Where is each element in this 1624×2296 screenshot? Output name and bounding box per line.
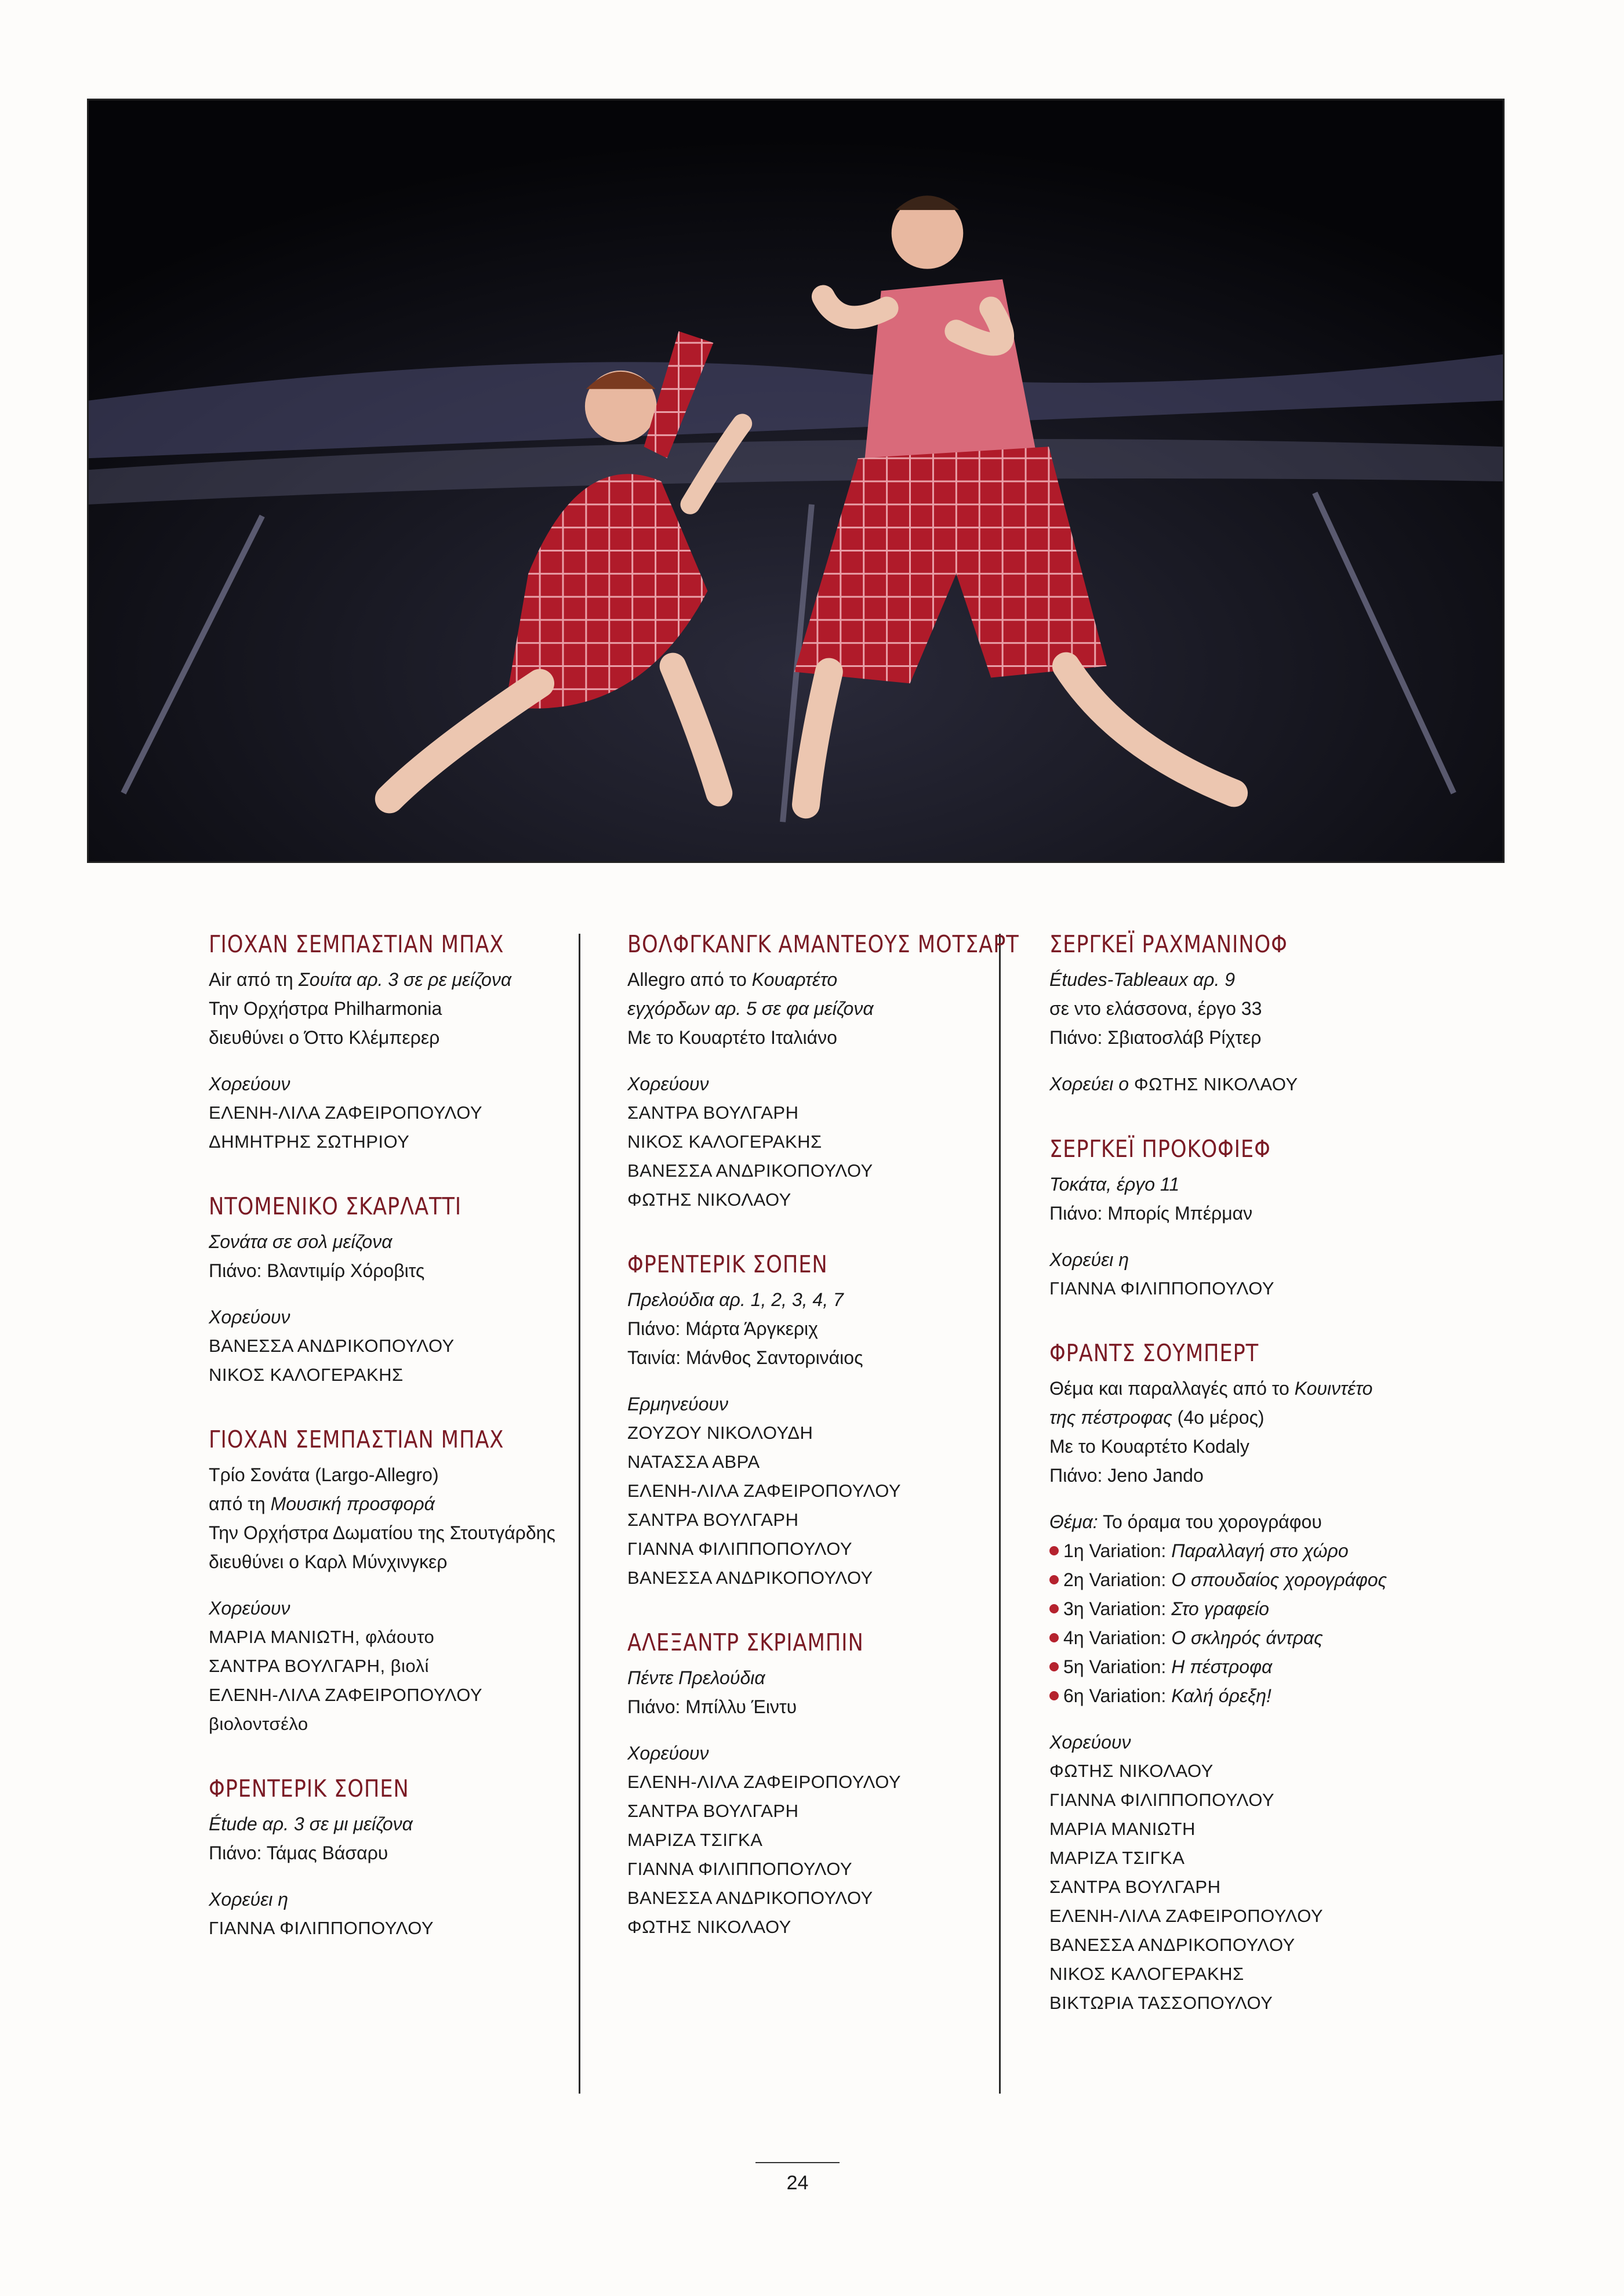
- work-line: [1049, 1432, 1467, 1461]
- dancer-name: ΜΑΡΙΖΑ ΤΣΙΓΚΑ: [1049, 1848, 1185, 1868]
- variation-number: 4η Variation:: [1063, 1627, 1172, 1648]
- work-text: Πιάνο: Μπορίς Μπέρμαν: [1049, 1203, 1253, 1224]
- program-entry: [209, 1423, 626, 1739]
- work-text: Étude αρ. 3 σε μι μείζονα: [209, 1813, 413, 1834]
- work-text: Κουαρτέτο: [751, 969, 838, 990]
- work-line: [209, 1809, 626, 1838]
- work-text: Ταινία: Μάνθος Σαντορινάιος: [627, 1347, 863, 1368]
- work-text: Την Ορχήστρα Δωματίου της Στουτγάρδης: [209, 1522, 555, 1543]
- work-line: [627, 1314, 1045, 1343]
- work-text: (4ο μέρος): [1172, 1407, 1265, 1428]
- program-entry: [1049, 1133, 1467, 1303]
- variation-item: [1049, 1594, 1467, 1623]
- bullet-icon: [1049, 1633, 1059, 1642]
- variation-item: [1049, 1681, 1467, 1710]
- dancer-name: ΒΑΝΕΣΣΑ ΑΝΔΡΙΚΟΠΟΥΛΟΥ: [209, 1336, 455, 1356]
- variation-number: 5η Variation:: [1063, 1656, 1172, 1677]
- dance-label: Χορεύουν: [209, 1073, 290, 1094]
- variation-title: Ο σκληρός άντρας: [1171, 1627, 1323, 1648]
- spacer: [1049, 1228, 1467, 1245]
- dancer-name: ΓΙΑΝΝΑ ΦΙΛΙΠΠΟΠΟΥΛΟΥ: [1049, 1278, 1274, 1298]
- program-entry: [209, 1772, 626, 1943]
- page-number: 24: [786, 2172, 809, 2194]
- work-line: [209, 1838, 626, 1867]
- dance-photo: [87, 99, 1505, 863]
- dancer-name: ΒΙΚΤΩΡΙΑ ΤΑΣΣΟΠΟΥΛΟΥ: [1049, 1993, 1273, 2013]
- work-line: [1049, 1374, 1467, 1403]
- work-text: Σουίτα αρ. 3 σε ρε μείζονα: [298, 969, 512, 990]
- spacer: [209, 1867, 626, 1885]
- bullet-icon: [1049, 1662, 1059, 1671]
- work-text: Θέμα και παραλλαγές από το: [1049, 1378, 1295, 1399]
- work-line: [627, 1663, 1045, 1692]
- spacer: [627, 1052, 1045, 1069]
- dancer-name: ΣΑΝΤΡΑ ΒΟΥΛΓΑΡΗ: [627, 1801, 799, 1821]
- work-line: [627, 1343, 1045, 1372]
- program-entry: [627, 1248, 1045, 1593]
- work-line: [209, 1227, 626, 1256]
- variation-number: 3η Variation:: [1063, 1598, 1172, 1619]
- dancer-name: ΕΛΕΝΗ-ΛΙΛΑ ΖΑΦΕΙΡΟΠΟΥΛΟΥ: [1049, 1906, 1324, 1926]
- work-line: [209, 1518, 626, 1547]
- work-text: Πρελούδια αρ. 1, 2, 3, 4, 7: [627, 1289, 844, 1310]
- dancer-name: ΜΑΡΙΑ ΜΑΝΙΩΤΗ: [1049, 1819, 1196, 1839]
- dancer-name: ΝΑΤΑΣΣΑ ΑΒΡΑ: [627, 1452, 760, 1472]
- dancer-name: ΓΙΑΝΝΑ ΦΙΛΙΠΠΟΠΟΥΛΟΥ: [1049, 1790, 1274, 1810]
- work-line: [1049, 1461, 1467, 1490]
- variation-title: Στο γραφείο: [1171, 1598, 1269, 1619]
- dancer-name: ΝΙΚΟΣ ΚΑΛΟΓΕΡΑΚΗΣ: [209, 1365, 404, 1385]
- composer-heading: ΣΕΡΓΚΕΪ ΡΑΧΜΑΝΙΝΟΦ: [1049, 930, 1288, 958]
- work-text: Με το Κουαρτέτο Kodaly: [1049, 1436, 1249, 1457]
- work-text: Τρίο Σονάτα (Largo-Allegro): [209, 1464, 439, 1485]
- work-text: σε ντο ελάσσονα, έργο 33: [1049, 998, 1262, 1019]
- variation-number: 6η Variation:: [1063, 1685, 1172, 1706]
- dancer-name: ΒΑΝΕΣΣΑ ΑΝΔΡΙΚΟΠΟΥΛΟΥ: [627, 1888, 873, 1908]
- bullet-icon: [1049, 1604, 1059, 1613]
- work-line: [627, 994, 1045, 1023]
- composer-heading: ΣΕΡΓΚΕΪ ΠΡΟΚΟΦΙΕΦ: [1049, 1135, 1271, 1163]
- program-column-2: [627, 928, 1045, 1975]
- variation-number: 2η Variation:: [1063, 1569, 1172, 1590]
- work-text: της πέστροφας: [1049, 1407, 1172, 1428]
- work-line: [627, 1023, 1045, 1052]
- work-line: [209, 1023, 626, 1052]
- work-text: Πιάνο: Μπίλλυ Έιντυ: [627, 1696, 797, 1717]
- work-text: Air από τη: [209, 969, 299, 990]
- dancer-name: βιολοντσέλο: [209, 1714, 308, 1734]
- spacer: [209, 1052, 626, 1069]
- program-column-3: [1049, 928, 1467, 2051]
- work-line: [1049, 994, 1467, 1023]
- composer-heading: ΝΤΟΜΕΝΙΚΟ ΣΚΑΡΛΑΤΤΙ: [209, 1192, 462, 1220]
- composer-heading: ΦΡΕΝΤΕΡΙΚ ΣΟΠΕΝ: [209, 1775, 409, 1802]
- work-line: [627, 965, 1045, 994]
- spacer: [1049, 1710, 1467, 1728]
- dancers-photo-icon: [89, 100, 1503, 861]
- dancer-name: ΕΛΕΝΗ-ΛΙΛΑ ΖΑΦΕΙΡΟΠΟΥΛΟΥ: [209, 1685, 483, 1705]
- work-text: εγχόρδων αρ. 5 σε φα μείζονα: [627, 998, 874, 1019]
- program-entry: [209, 1190, 626, 1390]
- variation-title: Καλή όρεξη!: [1171, 1685, 1271, 1706]
- work-line: [1049, 1403, 1467, 1432]
- dancer-name: ΝΙΚΟΣ ΚΑΛΟΓΕΡΑΚΗΣ: [1049, 1964, 1244, 1984]
- dancer-name: ΖΟΥΖΟΥ ΝΙΚΟΛΟΥΔΗ: [627, 1423, 813, 1443]
- composer-heading: ΦΡΑΝΤΣ ΣΟΥΜΠΕΡΤ: [1049, 1339, 1259, 1367]
- work-line: [1049, 1170, 1467, 1199]
- dancer-name: ΔΗΜΗΤΡΗΣ ΣΩΤΗΡΙΟΥ: [209, 1131, 410, 1152]
- variation-number: 1η Variation:: [1063, 1540, 1172, 1561]
- work-line: [1049, 1023, 1467, 1052]
- dance-label: Χορεύουν: [209, 1307, 290, 1327]
- work-text: Κουιντέτο: [1294, 1378, 1373, 1399]
- bullet-icon: [1049, 1546, 1059, 1555]
- work-text: Πέντε Πρελούδια: [627, 1667, 765, 1688]
- spacer: [1049, 1052, 1467, 1069]
- dancer-name: ΜΑΡΙΖΑ ΤΣΙΓΚΑ: [627, 1830, 763, 1850]
- variation-title: Ο σπουδαίος χορογράφος: [1171, 1569, 1387, 1590]
- dance-label: Χορεύουν: [627, 1743, 709, 1764]
- composer-heading: ΑΛΕΞΑΝΤΡ ΣΚΡΙΑΜΠΙΝ: [627, 1628, 864, 1656]
- dancer-name: ΣΑΝΤΡΑ ΒΟΥΛΓΑΡΗ: [627, 1510, 799, 1530]
- variation-item: [1049, 1623, 1467, 1652]
- composer-heading: ΓΙΟΧΑΝ ΣΕΜΠΑΣΤΙΑΝ ΜΠΑΧ: [209, 1426, 504, 1453]
- work-text: Πιάνο: Σβιατοσλάβ Ρίχτερ: [1049, 1027, 1262, 1048]
- variation-item: [1049, 1652, 1467, 1681]
- work-line: [209, 965, 626, 994]
- dancer-name: ΣΑΝΤΡΑ ΒΟΥΛΓΑΡΗ: [1049, 1877, 1221, 1897]
- work-text: Μουσική προσφορά: [270, 1493, 435, 1514]
- work-text: Σονάτα σε σολ μείζονα: [209, 1231, 393, 1252]
- work-text: Πιάνο: Βλαντιμίρ Χόροβιτς: [209, 1260, 425, 1281]
- program-column-1: [209, 928, 626, 1976]
- dancer-name: ΓΙΑΝΝΑ ΦΙΛΙΠΠΟΠΟΥΛΟΥ: [627, 1859, 852, 1879]
- program-entry: [209, 928, 626, 1156]
- variation-item: [1049, 1536, 1467, 1565]
- program-entry: [1049, 1337, 1467, 2018]
- spacer: [627, 1372, 1045, 1390]
- spacer: [209, 1285, 626, 1303]
- theme-label: Θέμα:: [1049, 1511, 1098, 1532]
- work-line: [209, 1489, 626, 1518]
- work-line: [627, 1692, 1045, 1721]
- work-line: [209, 1256, 626, 1285]
- work-text: Πιάνο: Jeno Jando: [1049, 1465, 1204, 1486]
- dancer-name: ΦΩΤΗΣ ΝΙΚΟΛΑΟΥ: [627, 1189, 791, 1210]
- dance-label: Ερμηνεύουν: [627, 1394, 729, 1414]
- composer-heading: ΒΟΛΦΓΚΑΝΓΚ ΑΜΑΝΤΕΟΥΣ ΜΟΤΣΑΡΤ: [627, 930, 1019, 958]
- program-entry: [627, 1626, 1045, 1942]
- variation-item: [1049, 1565, 1467, 1594]
- work-line: [1049, 965, 1467, 994]
- variation-title: Η πέστροφα: [1171, 1656, 1273, 1677]
- dancer-name: ΕΛΕΝΗ-ΛΙΛΑ ΖΑΦΕΙΡΟΠΟΥΛΟΥ: [627, 1481, 902, 1501]
- work-line: [1049, 1199, 1467, 1228]
- dancer-name: ΕΛΕΝΗ-ΛΙΛΑ ΖΑΦΕΙΡΟΠΟΥΛΟΥ: [209, 1102, 483, 1123]
- theme-line: [1049, 1507, 1467, 1536]
- theme-text: Το όραμα του χορογράφου: [1098, 1511, 1322, 1532]
- dancer-name: ΓΙΑΝΝΑ ΦΙΛΙΠΠΟΠΟΥΛΟΥ: [627, 1539, 852, 1559]
- dancer-name: ΒΑΝΕΣΣΑ ΑΝΔΡΙΚΟΠΟΥΛΟΥ: [627, 1160, 873, 1181]
- variation-title: Παραλλαγή στο χώρο: [1171, 1540, 1349, 1561]
- composer-heading: ΦΡΕΝΤΕΡΙΚ ΣΟΠΕΝ: [627, 1250, 828, 1278]
- dance-label: Χορεύει η: [209, 1889, 288, 1910]
- work-line: [209, 1547, 626, 1576]
- work-text: Τοκάτα, έργο 11: [1049, 1174, 1180, 1195]
- dancer-name: ΕΛΕΝΗ-ΛΙΛΑ ΖΑΦΕΙΡΟΠΟΥΛΟΥ: [627, 1772, 902, 1792]
- dancer-name: ΝΙΚΟΣ ΚΑΛΟΓΕΡΑΚΗΣ: [627, 1131, 822, 1152]
- dancer-name: ΜΑΡΙΑ ΜΑΝΙΩΤΗ, φλάουτο: [209, 1627, 435, 1647]
- dance-label: Χορεύει ο: [1049, 1073, 1134, 1094]
- program-entry: [627, 928, 1045, 1214]
- dancer-name: ΣΑΝΤΡΑ ΒΟΥΛΓΑΡΗ, βιολί: [209, 1656, 429, 1676]
- spacer: [209, 1576, 626, 1594]
- bullet-icon: [1049, 1575, 1059, 1584]
- work-text: διευθύνει ο Όττο Κλέμπερερ: [209, 1027, 440, 1048]
- work-text: Πιάνο: Μάρτα Άργκεριχ: [627, 1318, 818, 1339]
- composer-heading: ΓΙΟΧΑΝ ΣΕΜΠΑΣΤΙΑΝ ΜΠΑΧ: [209, 930, 504, 958]
- dancer-name: ΒΑΝΕΣΣΑ ΑΝΔΡΙΚΟΠΟΥΛΟΥ: [627, 1568, 873, 1588]
- dance-credit: [1049, 1069, 1467, 1099]
- work-text: Πιάνο: Τάμας Βάσαρυ: [209, 1842, 388, 1863]
- bullet-icon: [1049, 1691, 1059, 1700]
- dancer-name: ΦΩΤΗΣ ΝΙΚΟΛΑΟΥ: [1049, 1761, 1214, 1781]
- dance-label: Χορεύουν: [627, 1073, 709, 1094]
- work-line: [209, 1460, 626, 1489]
- program-entry: [1049, 928, 1467, 1099]
- dance-label: Χορεύουν: [1049, 1732, 1131, 1753]
- dancer-name: ΓΙΑΝΝΑ ΦΙΛΙΠΠΟΠΟΥΛΟΥ: [209, 1918, 434, 1938]
- work-text: Με το Κουαρτέτο Ιταλιάνο: [627, 1027, 837, 1048]
- dancer-name: ΦΩΤΗΣ ΝΙΚΟΛΑΟΥ: [627, 1917, 791, 1937]
- work-text: Études-Tableaux αρ. 9: [1049, 969, 1236, 990]
- work-text: Allegro από το: [627, 969, 752, 990]
- spacer: [1049, 1490, 1467, 1507]
- spacer: [627, 1721, 1045, 1739]
- work-text: Την Ορχήστρα Philharmonia: [209, 998, 442, 1019]
- work-line: [627, 1285, 1045, 1314]
- dancer-name: ΒΑΝΕΣΣΑ ΑΝΔΡΙΚΟΠΟΥΛΟΥ: [1049, 1935, 1295, 1955]
- dance-label: Χορεύει η: [1049, 1249, 1129, 1270]
- work-text: διευθύνει ο Καρλ Μύνχινγκερ: [209, 1551, 448, 1572]
- work-line: [209, 994, 626, 1023]
- work-text: από τη: [209, 1493, 271, 1514]
- dancer-name: ΣΑΝΤΡΑ ΒΟΥΛΓΑΡΗ: [627, 1102, 799, 1123]
- page-number-rule: [755, 2162, 840, 2163]
- dancer-name: ΦΩΤΗΣ ΝΙΚΟΛΑΟΥ: [1133, 1074, 1298, 1094]
- dance-label: Χορεύουν: [209, 1598, 290, 1619]
